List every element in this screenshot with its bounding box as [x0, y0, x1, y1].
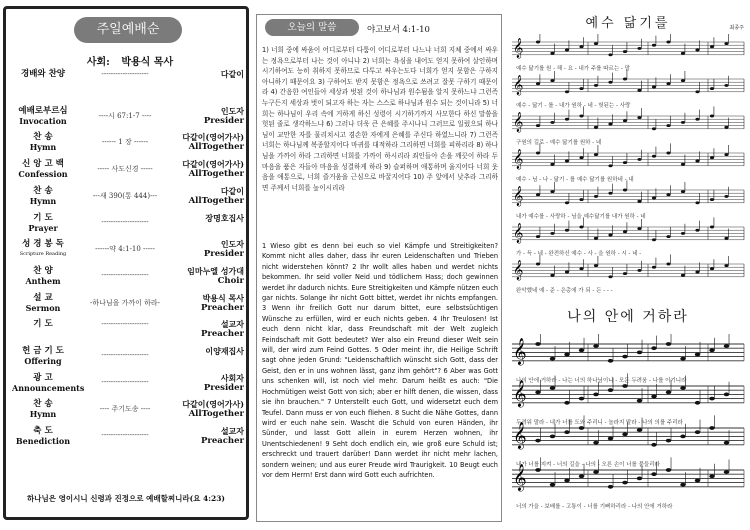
- note-head: [637, 200, 641, 203]
- note-head: [681, 163, 685, 166]
- note-head: [608, 192, 612, 195]
- note-head: [536, 152, 540, 155]
- note-head: [565, 201, 569, 204]
- note-head: [550, 386, 555, 390]
- leader-english: Choir: [217, 275, 244, 286]
- note-head: [536, 235, 540, 238]
- note-head: [651, 443, 656, 447]
- song2-sheet-music: [508, 334, 748, 524]
- treble-clef-icon: 𝄞: [513, 423, 527, 450]
- order-title: 주일예배순: [74, 17, 182, 43]
- note-head: [724, 441, 729, 445]
- note-head: [724, 470, 729, 474]
- note-head: [579, 87, 583, 90]
- order-item-leader: [172, 159, 244, 179]
- order-item-detail: --------------------: [101, 270, 149, 279]
- note-head: [666, 468, 671, 472]
- note-head: [695, 90, 699, 93]
- presider-label: 사회:: [86, 57, 110, 68]
- note-head: [637, 351, 642, 355]
- note-head: [579, 474, 584, 478]
- note-head: [594, 264, 598, 267]
- leader-korean: 다같이: [220, 69, 244, 79]
- song1-lyric-line: 예수 닮기를 원 - 해 - 요 - 내가 주를 따르는 - 맘: [516, 66, 630, 72]
- order-item-detail: ----- 사도신경 -----: [97, 165, 153, 174]
- scripture-reference: 야고보서 4:1-10: [367, 25, 430, 35]
- order-item-label: [12, 293, 74, 313]
- note-head: [652, 238, 656, 241]
- note-head: [695, 229, 699, 232]
- note-head: [637, 477, 642, 481]
- note-head: [637, 399, 642, 403]
- song1-composer: 최종주: [729, 25, 744, 31]
- note-head: [536, 82, 540, 85]
- order-item-leader: [172, 426, 244, 446]
- note-head: [594, 153, 598, 156]
- note-head: [550, 190, 554, 193]
- song-sheets-panel: [508, 6, 748, 526]
- treble-clef-icon: 𝄞: [513, 339, 527, 366]
- note-head: [593, 344, 598, 348]
- note-head: [550, 435, 555, 439]
- note-head: [709, 426, 714, 430]
- note-head: [550, 357, 555, 361]
- note-head: [623, 230, 627, 233]
- note-head: [564, 479, 569, 483]
- note-head: [608, 81, 612, 84]
- note-head: [536, 124, 540, 127]
- todays-word-panel: [256, 14, 502, 522]
- leader-english: Preacher: [200, 302, 244, 313]
- treble-clef-icon: 𝄞: [513, 260, 524, 281]
- order-item-detail: --------------------: [101, 431, 149, 440]
- treble-clef-icon: 𝄞: [513, 75, 524, 96]
- order-item-korean: 신 앙 고 백: [22, 159, 64, 170]
- note-head: [565, 49, 569, 52]
- note-head: [594, 126, 598, 129]
- note-head: [695, 201, 699, 204]
- order-item-detail: -하나님을 가까이 하라-: [89, 298, 161, 307]
- note-head: [579, 397, 584, 401]
- note-head: [710, 267, 714, 270]
- note-head: [536, 193, 540, 196]
- order-item-label: [12, 186, 74, 206]
- song1-lyric-line: 구원의 길로 - 예수 닮기를 원하 - 네: [516, 140, 602, 146]
- order-item-label: [12, 372, 85, 393]
- note-head: [724, 344, 729, 348]
- treble-clef-icon: 𝄞: [513, 149, 524, 170]
- note-head: [565, 229, 569, 232]
- order-item-korean: 광 고: [33, 372, 53, 383]
- note-head: [680, 435, 685, 439]
- note-head: [550, 79, 554, 82]
- order-item-leader: [172, 106, 244, 126]
- leader-korean: 다같이(영어가사): [182, 159, 244, 170]
- leader-english: Preacher: [200, 436, 244, 447]
- note-head: [681, 79, 685, 82]
- note-head: [579, 156, 583, 159]
- leader-english: AllTogether: [188, 142, 244, 153]
- treble-clef-icon: 𝄞: [513, 381, 527, 408]
- leader-english: AllTogether: [188, 169, 244, 180]
- treble-clef-icon: 𝄞: [513, 186, 524, 207]
- note-head: [666, 152, 670, 155]
- note-head: [579, 348, 584, 352]
- note-head: [652, 86, 656, 89]
- german-scripture: 1 Wieso gibt es denn bei euch so viel Kämpfe und Streitigkeiten? Kommt nicht alles daher, dass ihr euren Leidenschaften und Trieben nicht widerstehen könnt? 2 Ihr wollt alles haben und werdet nichts bekommen. Ihr seid voller Neid und tödlichem Hass; doch gewinnen werdet ihr dadurch nichts. Eure Streitigkeiten und Kämpfe nützen euch gar nichts. Solange ihr nicht Gott bittet, werdet ihr nichts empfangen. 3 Wenn ihr freilich Gott nur darum bittet, eure selbstsüchtigen Wünsche zu erfüllen, wird er euch nichts geben. 4 Ihr Treulosen! Ist euch denn nicht klar, dass Freundschaft mit der Welt zugleich Feindschaft mit Gott bedeutet? Wer also ein Freund dieser Welt sein will, der wird zum Feind Gottes. 5 Oder meint ihr, die Heilige Schrift sagt ohne jeden Grund: "Leidenschaftlich wünscht sich Gott, dass der Geist, den er in uns wohnen lässt, ganz ihm gehört"? 6 Aber was Gott uns schenken will, ist noch viel mehr. Darum heißt es auch: "Die Hochmütigen weist Gott von sich; aber er hilft denen, die wissen, dass sie ihn brauchen." 7 Unterstellt euch Gott, und widersetzt euch dem Teufel. Dann muss er von euch fliehen. 8 Sucht die Nähe Gottes, dann wird er euch nahe sein. Wascht die Schuld von euren Händen, ihr Sünder, und lasst Gott allein in eurem Herzen wohnen, ihr Unentschiedenen! 9 Seht doch endlich ein, wie groß eure Schuld ist; erschreckt und trauert darüber! Dann werdet ihr nicht mehr lachen, sondern weinen; und aus eurer Freude wird Traurigkeit. 10 Beugt euch vor dem Herrn! Erst dann wird Gott euch aufrichten.: [262, 242, 498, 479]
- note-head: [550, 232, 554, 235]
- order-item-english: Hymn: [29, 142, 57, 153]
- note-head: [608, 123, 612, 126]
- order-item-detail: ------ 1 장 ------: [101, 138, 149, 147]
- note-head: [608, 388, 613, 392]
- note-head: [579, 267, 583, 270]
- note-head: [695, 479, 700, 483]
- note-head: [550, 121, 554, 124]
- note-head: [579, 426, 584, 430]
- note-head: [724, 42, 728, 45]
- note-head: [637, 116, 641, 119]
- note-head: [637, 227, 641, 230]
- order-item-korean: 경배와 찬양: [20, 69, 65, 79]
- note-head: [666, 390, 671, 394]
- note-head: [681, 232, 685, 235]
- note-head: [622, 432, 627, 436]
- korean-scripture: 1) 너희 중에 싸움이 어디로부터 다툼이 어디로부터 나느냐 너희 지체 중에서 싸우는 정욕으로부터 나는 것이 아니냐 2) 너희는 욕심을 내어도 얻지 못하여 살인하며 시기하여도 능히 취하지 못하므로 다투고 싸우는도다 너희가 얻지 못함은 구하지 아니하기 때문이요 3) 구하여도 받지 못함은 정욕으로 쓰려고 잘못 구하기 때문이라 4) 간음한 여인들아 세상과 벗된 것이 하나님과 원수됨을 알지 못하느냐 그런즉 누구든지 세상과 벗이 되고자 하는 자는 스스로 하나님과 원수 되는 것이니라 5) 너희는 하나님이 우리 속에 거하게 하신 성령이 시기하기까지 사모한다 하신 말씀을 헛된 줄로 생각하느냐 6) 그러나 더욱 큰 은혜를 주시나니 그러므로 일렀으되 하나님이 교만한 자를 물리치시고 겸손한 자에게 은혜를 주신다 하였느니라 7) 그런즉 너희는 하나님께 복종할지어다 마귀를 대적하라 그리하면 너희를 피하리라 8) 하나님을 가까이 하라 그리하면 너희를 가까이 하시리라 죄인들아 손을 깨끗이 하라 두 마음을 품은 자들아 마음을 성결하게 하라 9) 슬퍼하며 애통하며 울지어다 너희 웃음을 애통으로, 너희 즐거움을 근심으로 바꿀지어다 10) 주 앞에서 낮추라 그리하면 주께서 너희를 높이시리라: [262, 46, 498, 192]
- order-item-english: Confession: [18, 169, 68, 180]
- note-head: [637, 47, 641, 50]
- song1-lyric-line: 내가 예수를 - 사랑하 - 님을 예수닮기를 내가 원하 - 네: [516, 214, 646, 220]
- note-head: [608, 234, 612, 237]
- note-head: [608, 437, 613, 441]
- note-head: [651, 395, 656, 399]
- note-head: [623, 161, 627, 164]
- song2-lyric-line: 내가 너를 지켜 - 너의 길을 - 나의 - 오른 손이 너를 붙들리라: [516, 462, 660, 468]
- order-item-korean: 설 교: [33, 292, 53, 303]
- leader-korean: 인도자: [220, 239, 244, 250]
- note-head: [710, 198, 714, 201]
- order-item-label: [12, 132, 74, 152]
- order-item-english: Sermon: [25, 302, 61, 313]
- note-head: [651, 346, 656, 350]
- note-head: [695, 271, 699, 274]
- leader-english: Presider: [203, 115, 244, 126]
- note-head: [680, 483, 685, 487]
- order-item-detail: --------------------: [101, 217, 149, 226]
- note-head: [724, 126, 728, 129]
- order-item-english: Offering: [24, 356, 62, 366]
- leader-korean: 박용식 목사: [202, 292, 244, 303]
- note-head: [608, 53, 612, 56]
- note-head: [637, 269, 641, 272]
- note-head: [652, 266, 656, 269]
- note-head: [536, 263, 540, 266]
- note-head: [565, 271, 569, 274]
- order-item-english: Hymn: [29, 409, 57, 420]
- order-item-korean: 축 도: [33, 426, 53, 437]
- order-item-korean: 기 도: [33, 212, 53, 223]
- song1-title: 예수 닮기를: [585, 16, 671, 31]
- treble-clef-icon: 𝄞: [513, 112, 524, 133]
- order-item-english: Anthem: [25, 275, 61, 286]
- todays-word-title: 오늘의 말씀: [265, 19, 359, 36]
- order-item-leader: [172, 132, 244, 152]
- note-head: [564, 401, 569, 405]
- note-head: [623, 119, 627, 122]
- note-head: [695, 118, 699, 121]
- note-head: [579, 198, 583, 201]
- song1-lyric-line: 완악했네 예 - 준 - 은총에 가 되 - 든 - - -: [516, 288, 613, 294]
- order-item-detail: ------약 4:1-10 -----: [95, 245, 155, 254]
- note-head: [695, 160, 699, 163]
- leader-korean: 다같이(영어가사): [182, 132, 244, 143]
- order-item-leader: [172, 69, 244, 79]
- note-head: [622, 355, 627, 359]
- order-item-label: [12, 319, 74, 329]
- note-head: [550, 483, 555, 487]
- order-item-korean: 찬 송: [33, 132, 53, 143]
- order-item-english: Benediction: [15, 436, 71, 447]
- order-item-korean: 기 도: [33, 319, 53, 330]
- note-head: [724, 393, 729, 397]
- note-head: [608, 164, 612, 167]
- note-head: [710, 45, 714, 48]
- song2-lyric-line: 나의 안에 거하라 - 나는 너의 하나님이니 - 모든 두려움 - 나를 이기니라: [516, 378, 687, 384]
- note-head: [724, 84, 728, 87]
- song1-lyric-line: 예수 - 닮기 - 를 - 내가 원하 - 네 - 헛된는 - 사랑: [516, 103, 631, 109]
- note-head: [680, 357, 685, 361]
- order-item-korean: 찬 양: [33, 265, 53, 276]
- treble-clef-icon: 𝄞: [513, 465, 527, 492]
- note-head: [594, 195, 598, 198]
- order-item-label: [12, 239, 74, 259]
- note-head: [695, 401, 700, 405]
- note-head: [681, 274, 685, 277]
- note-head: [593, 393, 598, 397]
- order-item-label: [12, 159, 74, 179]
- note-head: [681, 52, 685, 55]
- note-head: [695, 353, 700, 357]
- note-head: [594, 42, 598, 45]
- order-item-label: [12, 426, 74, 446]
- note-head: [709, 474, 714, 478]
- note-head: [666, 124, 670, 127]
- order-item-english: Invocation: [19, 115, 67, 126]
- order-item-label: [12, 346, 74, 366]
- note-head: [709, 397, 714, 401]
- order-item-leader: [172, 399, 244, 419]
- order-item-leader: [172, 239, 244, 259]
- note-head: [681, 121, 685, 124]
- note-head: [579, 226, 583, 229]
- note-head: [622, 481, 627, 485]
- order-item-label: [12, 399, 74, 419]
- note-head: [710, 87, 714, 90]
- order-item-korean: 찬 송: [33, 399, 53, 410]
- note-head: [623, 78, 627, 81]
- note-head: [565, 118, 569, 121]
- song1-lyric-line: 예수 - 님 - 나 - 닮기 - 를 예수 닮기를 원하네 - 내: [516, 177, 634, 183]
- note-head: [652, 155, 656, 158]
- note-head: [666, 342, 671, 346]
- leader-korean: 임마누엘 성가대: [187, 265, 244, 276]
- note-head: [637, 428, 642, 432]
- order-item-label: [12, 266, 74, 286]
- note-head: [710, 115, 714, 118]
- song2-lyric-line: 두려워 말라 - 내가 너를 도와 주리니 - 놀라지 말라 - 나의 의를 주리라: [516, 420, 683, 426]
- leader-korean: 설교자: [220, 426, 244, 437]
- leader-english: AllTogether: [188, 409, 244, 420]
- order-item-detail: ---새 390(통 444)---: [92, 191, 158, 200]
- note-head: [666, 263, 670, 266]
- note-head: [666, 235, 670, 238]
- note-head: [666, 82, 670, 85]
- note-head: [594, 237, 598, 240]
- note-head: [608, 359, 613, 363]
- order-item-leader: [172, 293, 244, 313]
- leader-english: Preacher: [200, 329, 244, 340]
- leader-korean: 다같이(영어가사): [182, 399, 244, 410]
- note-head: [564, 430, 569, 434]
- leader-english: Presider: [203, 382, 244, 393]
- note-head: [550, 52, 554, 55]
- note-head: [594, 84, 598, 87]
- order-item-leader: [172, 319, 244, 339]
- note-head: [681, 190, 685, 193]
- note-head: [680, 386, 685, 390]
- note-head: [579, 115, 583, 118]
- note-head: [666, 439, 671, 443]
- note-head: [565, 90, 569, 93]
- note-head: [564, 353, 569, 357]
- song1-sheet-music: [508, 34, 748, 304]
- note-head: [535, 342, 540, 346]
- order-item-leader: [172, 186, 244, 206]
- order-item-leader: [172, 213, 244, 223]
- note-head: [535, 468, 540, 472]
- leader-korean: 다같이: [220, 185, 244, 196]
- order-item-english: Scripture Reading: [19, 251, 67, 258]
- note-head: [593, 441, 598, 445]
- note-head: [666, 193, 670, 196]
- note-head: [710, 156, 714, 159]
- note-head: [550, 274, 554, 277]
- order-item-detail: --------------------: [101, 377, 149, 386]
- order-item-korean: 찬 송: [33, 185, 53, 196]
- order-item-leader: [172, 346, 244, 356]
- note-head: [608, 275, 612, 278]
- order-item-korean: 성 경 봉 독: [22, 239, 64, 250]
- order-item-english: Hymn: [29, 195, 57, 206]
- order-item-english: Prayer: [28, 222, 58, 233]
- order-item-detail: --------------------: [101, 320, 149, 329]
- song1-lyric-line: 가 - 득 - 네 - 완전하신 예수 - 사 - 을 원하 - 시 - 네 -: [516, 251, 642, 257]
- leader-korean: 설교자: [220, 319, 244, 330]
- order-item-leader: [172, 373, 244, 393]
- note-head: [666, 41, 670, 44]
- note-head: [695, 49, 699, 52]
- note-head: [652, 44, 656, 47]
- order-item-leader: [172, 266, 244, 286]
- order-item-english: Announcements: [12, 382, 85, 393]
- note-head: [535, 439, 540, 443]
- order-item-label: [12, 213, 74, 233]
- note-head: [651, 472, 656, 476]
- note-head: [637, 89, 641, 92]
- presider-line: [6, 53, 246, 68]
- leader-english: AllTogether: [188, 195, 244, 206]
- note-head: [623, 50, 627, 53]
- note-head: [535, 390, 540, 394]
- note-head: [579, 45, 583, 48]
- note-head: [724, 195, 728, 198]
- order-item-label: [12, 106, 74, 126]
- order-item-detail: --------------------: [101, 70, 149, 78]
- presider-name: 박용식 목사: [121, 57, 174, 68]
- note-head: [623, 189, 627, 192]
- note-head: [623, 272, 627, 275]
- order-item-detail: --------------------: [101, 351, 149, 359]
- leader-english: Presider: [203, 249, 244, 260]
- order-item-label: [12, 69, 74, 79]
- leader-korean: 사회자: [220, 372, 244, 383]
- note-head: [710, 226, 714, 229]
- footer-verse: 하나님은 영이시니 신령과 진정으로 예배할찌니라(요 4:23): [27, 494, 225, 503]
- note-head: [652, 197, 656, 200]
- note-head: [622, 384, 627, 388]
- note-head: [652, 127, 656, 130]
- treble-clef-icon: 𝄞: [513, 223, 524, 244]
- leader-korean: 인도자: [220, 105, 244, 116]
- note-head: [637, 158, 641, 161]
- note-head: [724, 153, 728, 156]
- note-head: [724, 237, 728, 240]
- leader-korean: 이양재집사: [205, 346, 244, 356]
- note-head: [695, 430, 700, 434]
- note-head: [724, 264, 728, 267]
- note-head: [536, 41, 540, 44]
- order-item-detail: ---- 주기도송 ----: [99, 405, 151, 414]
- note-head: [608, 485, 613, 489]
- song2-lyric-line: 너의 가을 - 보배를 - 고통이 - 너를 기뻐하리라 - 나의 안에 거하라: [516, 504, 673, 510]
- note-head: [593, 470, 598, 474]
- order-item-detail: ----시 67:1-7 ----: [98, 111, 152, 120]
- leader-korean: 장명호집사: [205, 212, 244, 223]
- song2-title: 나의 안에 거하라: [567, 309, 689, 325]
- treble-clef-icon: 𝄞: [513, 38, 524, 59]
- note-head: [709, 348, 714, 352]
- note-head: [550, 163, 554, 166]
- order-of-worship-panel: [3, 6, 249, 520]
- note-head: [565, 160, 569, 163]
- order-item-korean: 헌 금 기 도: [22, 346, 64, 356]
- order-item-korean: 예배로부르심: [18, 105, 68, 116]
